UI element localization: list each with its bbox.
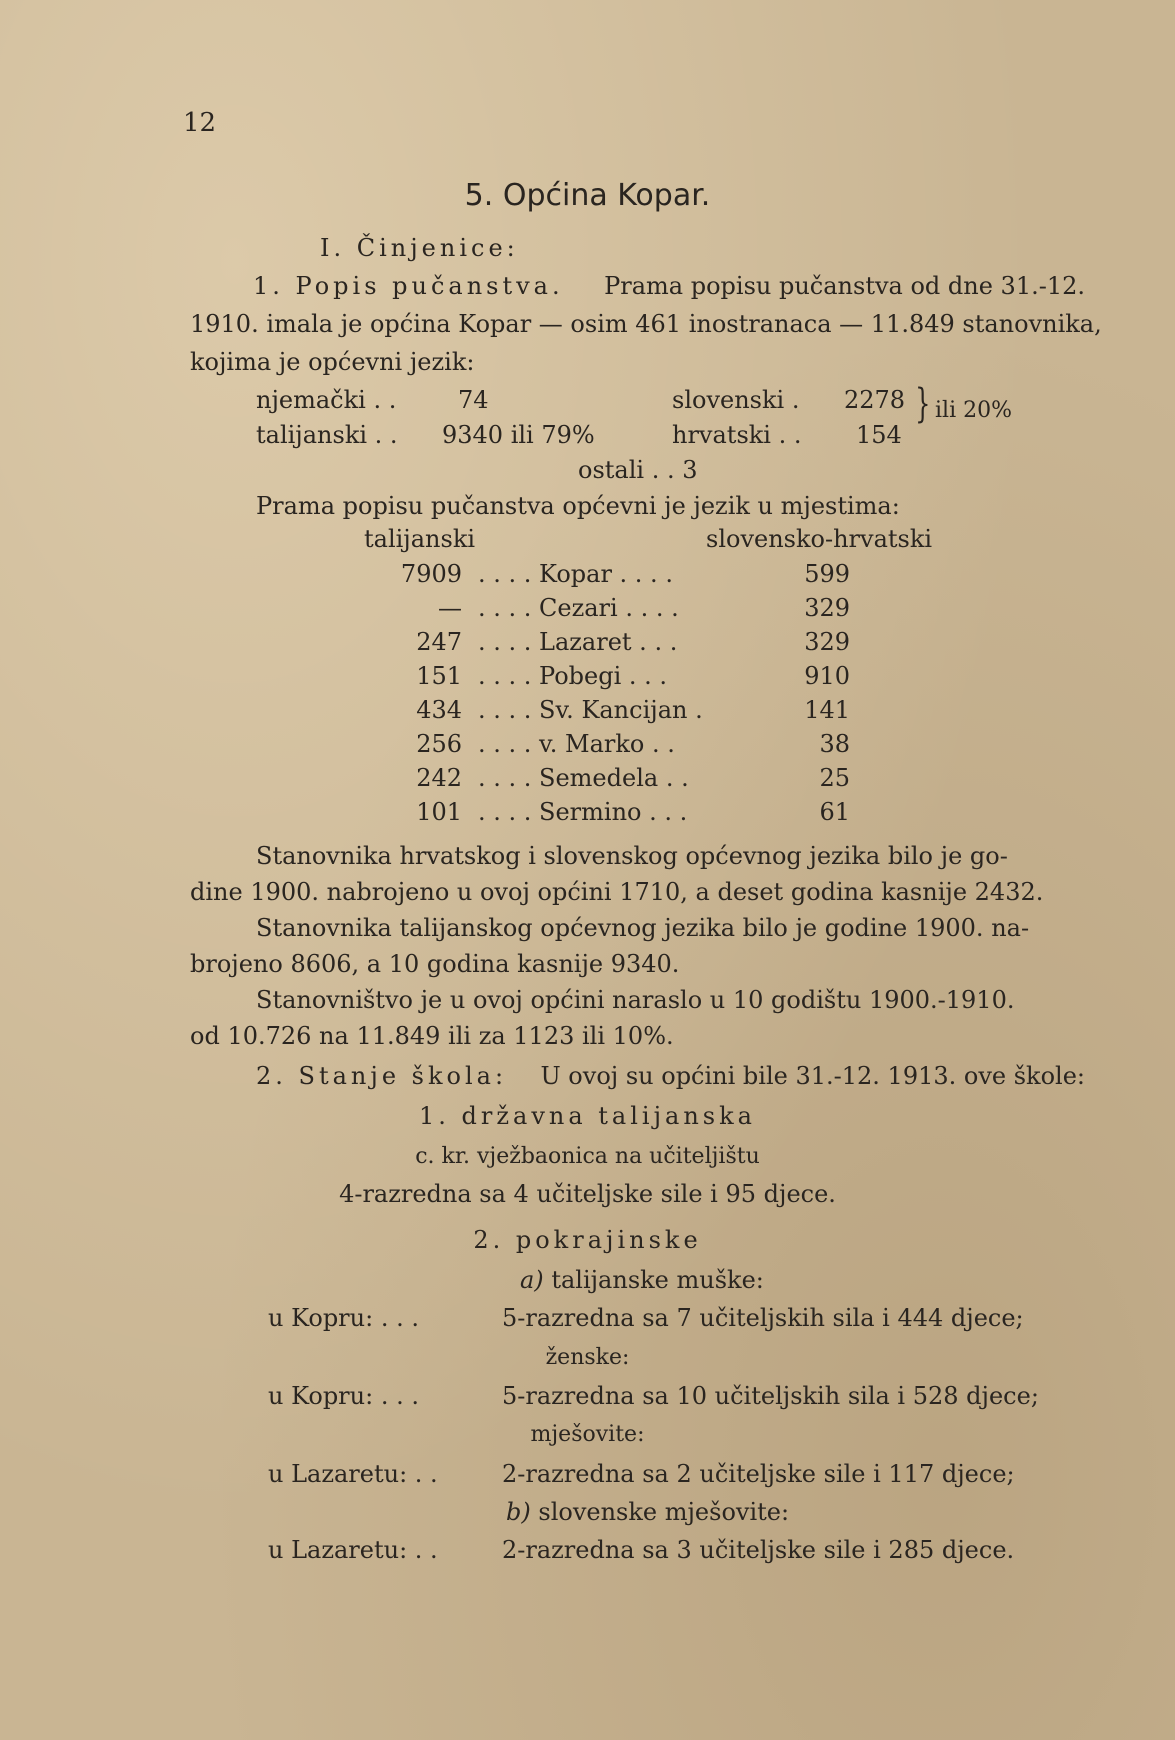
lang-brace-note: ili 20% [935, 398, 1012, 423]
page-title: 5. Općina Kopar. [464, 178, 711, 213]
school-b-label: b) [506, 1498, 531, 1526]
table-row-tal: 7909 [400, 560, 462, 588]
table-row-slo: 38 [819, 730, 850, 758]
school-b-detail: 2-razredna sa 3 učiteljske sile i 285 djece. [502, 1536, 1015, 1564]
lang-talijanski-label: talijanski . . [256, 421, 398, 449]
school-drzavna-detail: 4-razredna sa 4 učiteljske sile i 95 djece. [339, 1180, 836, 1208]
mjesta-header-right: slovensko-hrvatski [706, 525, 933, 553]
school-a-label: a) [520, 1266, 544, 1294]
popis-line-3: kojima je općevni jezik: [190, 348, 475, 376]
school-z-detail: 5-razredna sa 10 učiteljskih sila i 528 djece; [502, 1382, 1039, 1410]
school-b-heading [506, 1500, 789, 1524]
paragraph-4 [256, 1064, 1085, 1088]
table-row-tal: 434 [416, 696, 462, 724]
table-row-place: . . . . Sv. Kancijan . [478, 696, 703, 724]
brace-glyph: } [915, 381, 931, 427]
school-m-detail: 2-razredna sa 2 učiteljske sile i 117 djece; [502, 1460, 1015, 1488]
lang-talijanski-value: 9340 ili 79% [442, 421, 595, 449]
table-row-slo: 25 [819, 764, 850, 792]
lang-hrvatski-label: hrvatski . . [672, 421, 802, 449]
lang-njemacki-label: njemački . . [256, 386, 397, 414]
table-row-slo: 61 [819, 798, 850, 826]
table-row-slo: 141 [804, 696, 850, 724]
table-row-tal: 242 [416, 764, 462, 792]
school-mjesovite-heading: mješovite: [530, 1422, 645, 1447]
table-row-tal: 247 [416, 628, 462, 656]
school-a-place: u Kopru: . . . [268, 1304, 419, 1332]
school-m-place: u Lazaretu: . . [268, 1460, 438, 1488]
popis-line-1 [253, 274, 1085, 298]
table-row-slo: 599 [804, 560, 850, 588]
school-zenske-heading: ženske: [545, 1345, 630, 1370]
table-row-place: . . . . Pobegi . . . [478, 662, 668, 690]
lang-hrvatski-value: 154 [856, 421, 902, 449]
paragraph-2-line-1: Stanovnika talijanskog općevnog jezika bilo je godine 1900. na- [256, 914, 1030, 942]
school-a-title: talijanske muške: [551, 1266, 764, 1294]
school-a-heading [520, 1268, 764, 1292]
schools-lead: 2. Stanje škola: [256, 1062, 508, 1090]
table-row-slo: 329 [804, 594, 850, 622]
table-row-slo: 329 [804, 628, 850, 656]
paragraph-1-line-1: Stanovnika hrvatskog i slovenskog općevnog jezika bilo je go- [256, 842, 1008, 870]
schools-intro: U ovoj su općini bile 31.-12. 1913. ove škole: [540, 1062, 1085, 1090]
page-number: 12 [183, 108, 217, 138]
table-row-place: . . . . Cezari . . . . [478, 594, 679, 622]
school-pokrajinske-title: 2. pokrajinske [473, 1226, 702, 1254]
table-row-place: . . . . v. Marko . . [478, 730, 675, 758]
table-row-tal: 151 [416, 662, 462, 690]
school-b-title: slovenske mješovite: [538, 1498, 790, 1526]
school-b-place: u Lazaretu: . . [268, 1536, 438, 1564]
table-row-place: . . . . Semedela . . [478, 764, 689, 792]
paragraph-3-line-1: Stanovništvo je u ovoj općini naraslo u 10 godištu 1900.-1910. [256, 986, 1015, 1014]
table-row-slo: 910 [804, 662, 850, 690]
lang-njemacki-value: 74 [458, 386, 489, 414]
school-drzavna-title: 1. državna talijanska [419, 1102, 756, 1130]
paragraph-3-line-2: od 10.726 na 11.849 ili za 1123 ili 10%. [190, 1022, 674, 1050]
table-row-tal: — [438, 594, 462, 622]
paragraph-1-line-2: dine 1900. nabrojeno u ovoj općini 1710, a deset godina kasnije 2432. [190, 878, 1044, 906]
school-drzavna-sub: c. kr. vježbaonica na učiteljištu [415, 1144, 760, 1169]
table-row-tal: 101 [416, 798, 462, 826]
paragraph-2-line-2: brojeno 8606, a 10 godina kasnije 9340. [190, 950, 680, 978]
table-row-place: . . . . Kopar . . . . [478, 560, 673, 588]
popis-lead: 1. Popis pučanstva. [253, 272, 564, 300]
table-row-place: . . . . Sermino . . . [478, 798, 688, 826]
table-row-place: . . . . Lazaret . . . [478, 628, 678, 656]
school-z-place: u Kopru: . . . [268, 1382, 419, 1410]
popis-line-2: 1910. imala je općina Kopar — osim 461 inostranaca — 11.849 stanovnika, [190, 310, 1102, 338]
lang-ostali: ostali . . 3 [578, 456, 698, 484]
table-row-tal: 256 [416, 730, 462, 758]
popis-line-1-rest: Prama popisu pučanstva od dne 31.-12. [604, 272, 1085, 300]
mjesta-intro: Prama popisu pučanstva općevni je jezik u mjestima: [256, 492, 900, 520]
lang-slovenski-value: 2278 [844, 386, 906, 414]
mjesta-header-left: talijanski [364, 525, 476, 553]
lang-slovenski-label: slovenski . [672, 386, 800, 414]
school-a-detail: 5-razredna sa 7 učiteljskih sila i 444 djece; [502, 1304, 1024, 1332]
section-heading: I. Činjenice: [320, 234, 519, 262]
